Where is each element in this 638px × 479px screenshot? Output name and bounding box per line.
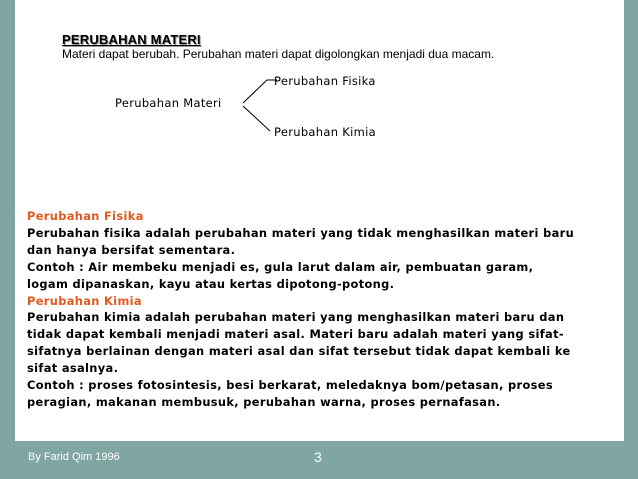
kimia-line: peragian, makanan membusuk, perubahan warna, proses pernafasan. [27,394,501,409]
body-text [27,208,623,411]
fisika-line: Contoh : Air membeku menjadi es, gula larut dalam air, pembuatan garam, [27,259,534,274]
kimia-line: Perubahan kimia adalah perubahan materi yang menghasilkan materi baru dan [27,310,565,325]
kimia-line: sifat asalnya. [27,361,119,376]
kimia-line: sifatnya berlainan dengan materi asal dan sifat tersebut tidak dapat kembali ke [27,344,571,359]
diagram-branch-fisika: Perubahan Fisika [274,74,376,88]
slide [15,0,624,441]
heading-fisika: Perubahan Fisika [27,209,144,223]
slide-title: PERUBAHAN MATERI [62,32,201,47]
page-number: 3 [314,449,322,465]
footer-author: By Farid Qim 1996 [28,451,120,463]
branch-line-bottom [243,106,270,131]
heading-kimia: Perubahan Kimia [27,293,142,308]
slide-subtitle: Materi dapat berubah. Perubahan materi dapat digolongkan menjadi dua macam. [62,47,495,61]
fisika-line: logam dipanaskan, kayu atau kertas dipotong-potong. [27,276,395,291]
diagram-branch-kimia: Perubahan Kimia [274,125,376,139]
kimia-line: tidak dapat kembali menjadi materi asal. Materi baru adalah materi yang sifat- [27,327,564,342]
kimia-line: Contoh : proses fotosintesis, besi berkarat, meledaknya bom/petasan, proses [27,378,553,393]
fisika-line: Perubahan fisika adalah perubahan materi yang tidak menghasilkan materi baru [27,225,575,240]
diagram-root-label: Perubahan Materi [115,96,222,110]
slide-footer [15,441,624,479]
branch-line-top [243,80,267,103]
fisika-line: dan hanya bersifat sementara. [27,242,236,257]
